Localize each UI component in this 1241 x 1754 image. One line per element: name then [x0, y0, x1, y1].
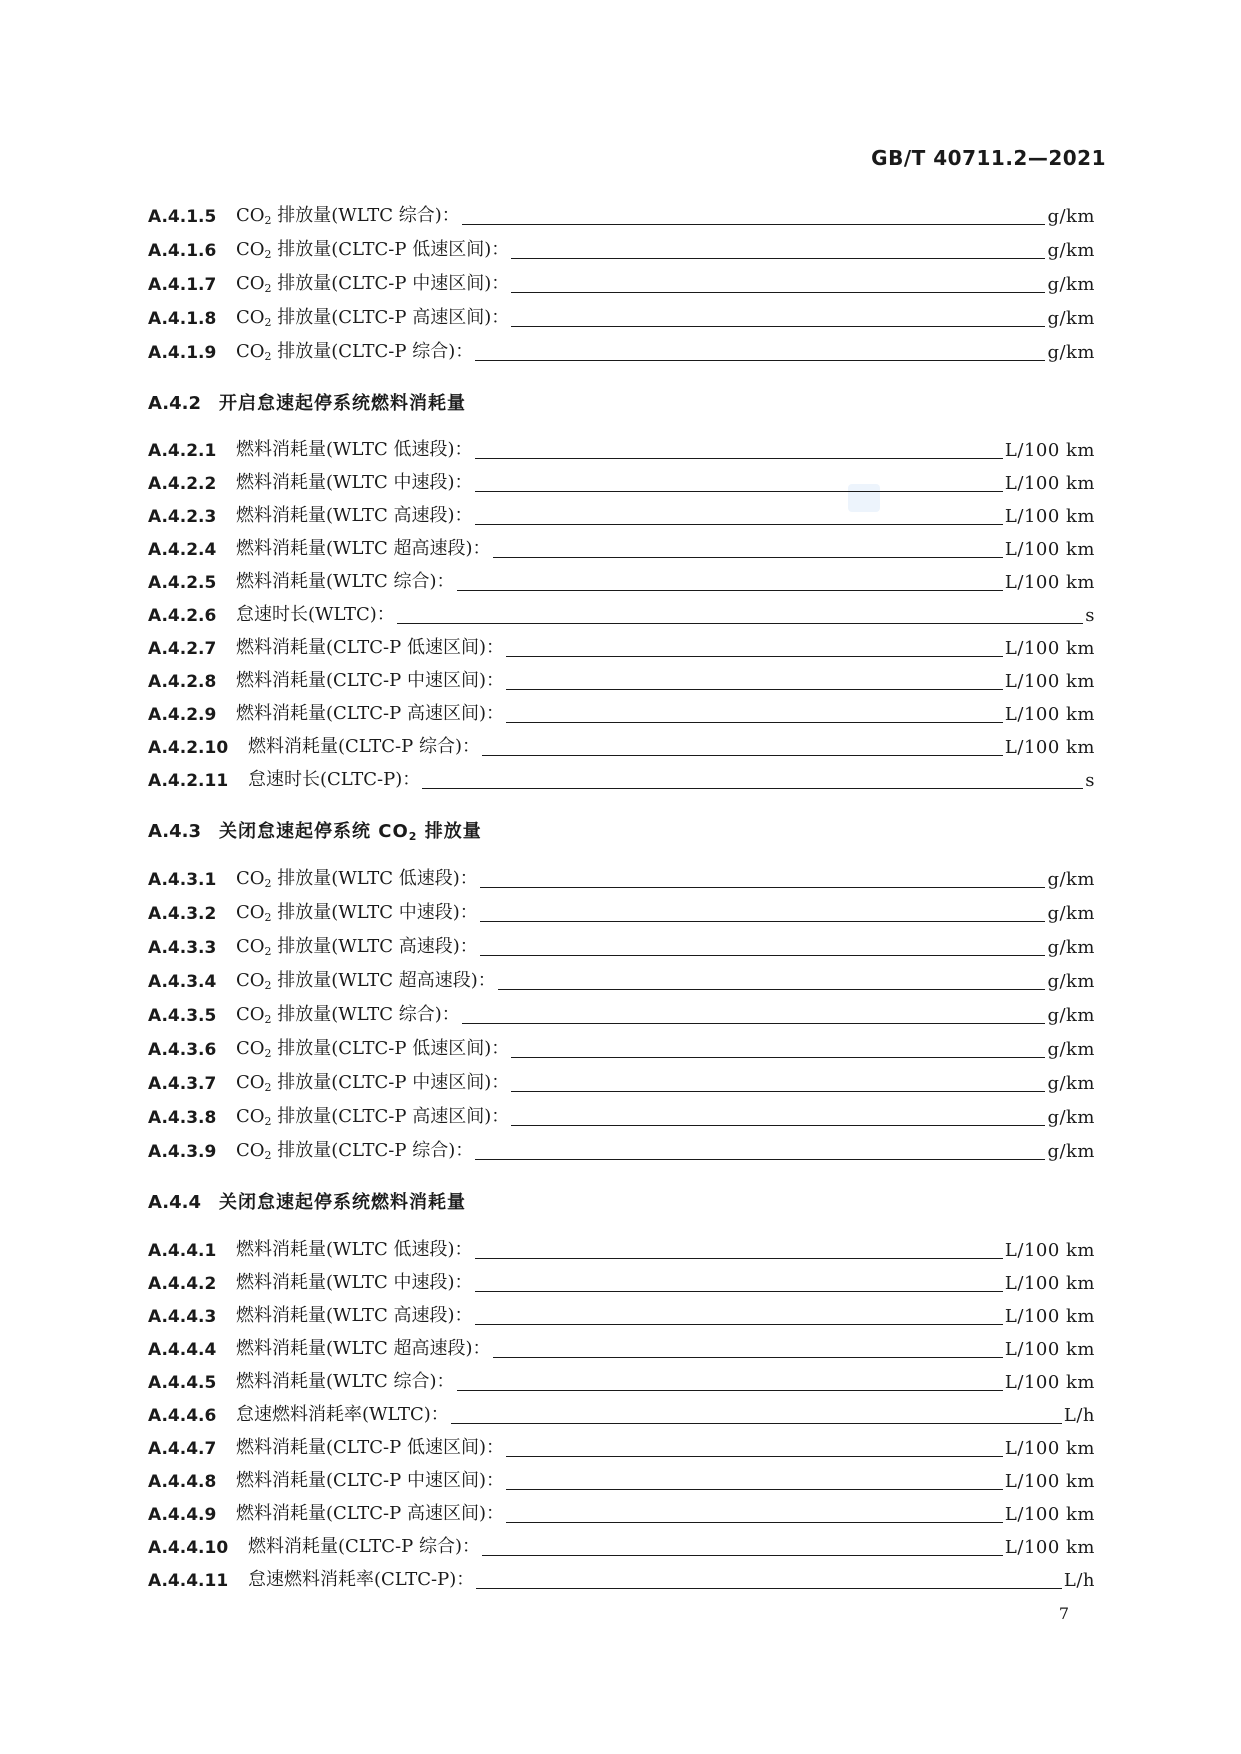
item-number: A.4.2.7 — [148, 639, 217, 659]
item-unit: L/100 km — [1004, 1537, 1095, 1558]
item-label: 怠速时长(CLTC-P)： — [248, 769, 421, 790]
item-label: $CO_2$ 排放量(CLTC-P 低速区间)： — [236, 1038, 510, 1060]
fill-in-line[interactable] — [511, 1056, 1045, 1058]
form-row — [148, 865, 1095, 893]
fill-in-line[interactable] — [493, 1356, 1003, 1358]
form-row — [148, 469, 1095, 497]
form-row — [148, 1434, 1095, 1462]
form-row — [148, 568, 1095, 596]
item-label: $CO_2$ 排放量(WLTC 中速段)： — [236, 902, 478, 924]
item-label: $CO_2$ 排放量(CLTC-P 综合)： — [236, 1140, 474, 1162]
item-unit: g/km — [1047, 1107, 1095, 1128]
item-unit: L/100 km — [1004, 1471, 1095, 1492]
item-label: $CO_2$ 排放量(CLTC-P 高速区间)： — [236, 1106, 510, 1128]
form-row — [148, 1236, 1095, 1264]
fill-in-line[interactable] — [506, 1488, 1003, 1490]
form-row — [148, 338, 1095, 366]
item-number: A.4.2.5 — [148, 573, 217, 593]
fill-in-line[interactable] — [422, 787, 1083, 789]
item-unit: L/100 km — [1004, 737, 1095, 758]
item-label: $CO_2$ 排放量(CLTC-P 综合)： — [236, 341, 474, 363]
item-label: 燃料消耗量(WLTC 超高速段)： — [236, 1338, 491, 1359]
item-number: A.4.2.8 — [148, 672, 217, 692]
fill-in-line[interactable] — [498, 988, 1046, 990]
fill-in-line[interactable] — [475, 1257, 1003, 1259]
fill-in-line[interactable] — [480, 886, 1046, 888]
item-label: $CO_2$ 排放量(WLTC 超高速段)： — [236, 970, 496, 992]
fill-in-line[interactable] — [506, 655, 1003, 657]
item-label: 燃料消耗量(CLTC-P 低速区间)： — [236, 1437, 504, 1458]
fill-in-line[interactable] — [493, 556, 1003, 558]
item-label: 燃料消耗量(WLTC 中速段)： — [236, 472, 473, 493]
form-row — [148, 202, 1095, 230]
section-title: 关闭怠速起停系统燃料消耗量 — [219, 1192, 466, 1213]
form-row — [148, 304, 1095, 332]
item-label: $CO_2$ 排放量(CLTC-P 中速区间)： — [236, 273, 510, 295]
item-label: $CO_2$ 排放量(WLTC 综合)： — [236, 205, 460, 227]
form-row — [148, 1103, 1095, 1131]
form-row — [148, 667, 1095, 695]
item-unit: g/km — [1047, 240, 1095, 261]
form-row — [148, 1335, 1095, 1363]
item-number: A.4.2.1 — [148, 441, 217, 461]
item-number: A.4.2.9 — [148, 705, 217, 725]
fill-in-line[interactable] — [482, 754, 1003, 756]
item-number: A.4.2.10 — [148, 738, 229, 758]
fill-in-line[interactable] — [506, 1521, 1003, 1523]
item-label: 燃料消耗量(WLTC 高速段)： — [236, 505, 473, 526]
standard-number: GB/T 40711.2—2021 — [871, 146, 1106, 170]
fill-in-line[interactable] — [511, 325, 1045, 327]
item-number: A.4.3.7 — [148, 1074, 217, 1094]
item-number: A.4.3.8 — [148, 1108, 217, 1128]
item-label: 燃料消耗量(WLTC 低速段)： — [236, 1239, 473, 1260]
item-number: A.4.1.5 — [148, 207, 217, 227]
form-row — [148, 502, 1095, 530]
item-number: A.4.3.3 — [148, 938, 217, 958]
item-unit: L/100 km — [1004, 473, 1095, 494]
item-label: 燃料消耗量(WLTC 低速段)： — [236, 439, 473, 460]
item-number: A.4.3.4 — [148, 972, 217, 992]
item-unit: L/100 km — [1004, 572, 1095, 593]
fill-in-line[interactable] — [475, 1323, 1003, 1325]
item-number: A.4.2.6 — [148, 606, 217, 626]
item-unit: L/100 km — [1004, 1339, 1095, 1360]
item-number: A.4.3.5 — [148, 1006, 217, 1026]
form-row — [148, 1368, 1095, 1396]
item-number: A.4.4.1 — [148, 1241, 217, 1261]
item-label: 燃料消耗量(CLTC-P 中速区间)： — [236, 670, 504, 691]
item-number: A.4.2.4 — [148, 540, 217, 560]
fill-in-line[interactable] — [511, 1090, 1045, 1092]
item-label: 燃料消耗量(WLTC 综合)： — [236, 571, 455, 592]
form-row — [148, 1566, 1095, 1594]
item-label: 燃料消耗量(WLTC 中速段)： — [236, 1272, 473, 1293]
fill-in-line[interactable] — [482, 1554, 1003, 1556]
item-number: A.4.1.6 — [148, 241, 217, 261]
fill-in-line[interactable] — [457, 589, 1003, 591]
item-label: 燃料消耗量(WLTC 超高速段)： — [236, 538, 491, 559]
form-row — [148, 634, 1095, 662]
item-unit: g/km — [1047, 342, 1095, 363]
section-number: A.4.4 — [148, 1192, 201, 1213]
fill-in-line[interactable] — [475, 359, 1045, 361]
fill-in-line[interactable] — [511, 291, 1045, 293]
item-number: A.4.4.6 — [148, 1406, 217, 1426]
form-row — [148, 436, 1095, 464]
item-number: A.4.3.2 — [148, 904, 217, 924]
item-number: A.4.3.1 — [148, 870, 217, 890]
fill-in-line[interactable] — [476, 1587, 1062, 1589]
page-number: 7 — [1058, 1604, 1069, 1623]
item-unit: L/100 km — [1004, 539, 1095, 560]
item-label: 燃料消耗量(CLTC-P 综合)： — [248, 1536, 480, 1557]
item-label: 燃料消耗量(CLTC-P 低速区间)： — [236, 637, 504, 658]
form-row — [148, 270, 1095, 298]
item-unit: g/km — [1047, 869, 1095, 890]
section-title: 关闭怠速起停系统 $CO_2$ 排放量 — [219, 821, 482, 843]
item-unit: L/100 km — [1004, 1306, 1095, 1327]
item-unit: s — [1085, 770, 1095, 791]
item-number: A.4.4.8 — [148, 1472, 217, 1492]
item-label: 燃料消耗量(WLTC 综合)： — [236, 1371, 455, 1392]
form-row — [148, 601, 1095, 629]
item-unit: L/100 km — [1004, 638, 1095, 659]
item-label: 燃料消耗量(CLTC-P 综合)： — [248, 736, 480, 757]
item-number: A.4.2.2 — [148, 474, 217, 494]
form-row — [148, 236, 1095, 264]
section-number: A.4.3 — [148, 821, 201, 842]
item-number: A.4.4.2 — [148, 1274, 217, 1294]
fill-in-line[interactable] — [511, 1124, 1045, 1126]
item-number: A.4.4.10 — [148, 1538, 229, 1558]
item-label: 怠速时长(WLTC)： — [236, 604, 395, 625]
item-number: A.4.1.9 — [148, 343, 217, 363]
form-row — [148, 1035, 1095, 1063]
fill-in-line[interactable] — [475, 490, 1003, 492]
item-label: $CO_2$ 排放量(WLTC 高速段)： — [236, 936, 478, 958]
item-unit: g/km — [1047, 1005, 1095, 1026]
form-row — [148, 1500, 1095, 1528]
item-unit: L/100 km — [1004, 1273, 1095, 1294]
fill-in-line[interactable] — [511, 257, 1045, 259]
item-unit: L/100 km — [1004, 671, 1095, 692]
item-label: 怠速燃料消耗率(WLTC)： — [236, 1404, 449, 1425]
item-unit: g/km — [1047, 971, 1095, 992]
fill-in-line[interactable] — [506, 688, 1003, 690]
item-unit: L/100 km — [1004, 1438, 1095, 1459]
item-unit: L/100 km — [1004, 704, 1095, 725]
section-heading-a42 — [148, 387, 466, 421]
item-label: $CO_2$ 排放量(WLTC 综合)： — [236, 1004, 460, 1026]
item-label: 燃料消耗量(WLTC 高速段)： — [236, 1305, 473, 1326]
item-number: A.4.4.3 — [148, 1307, 217, 1327]
form-row — [148, 1467, 1095, 1495]
fill-in-line[interactable] — [480, 920, 1046, 922]
form-row — [148, 967, 1095, 995]
item-label: 燃料消耗量(CLTC-P 中速区间)： — [236, 1470, 504, 1491]
item-unit: g/km — [1047, 308, 1095, 329]
item-unit: g/km — [1047, 274, 1095, 295]
form-row — [148, 1069, 1095, 1097]
form-row — [148, 933, 1095, 961]
form-row — [148, 535, 1095, 563]
item-number: A.4.1.7 — [148, 275, 217, 295]
section-number: A.4.2 — [148, 393, 201, 414]
form-row — [148, 1533, 1095, 1561]
form-row — [148, 899, 1095, 927]
item-unit: L/100 km — [1004, 1504, 1095, 1525]
fill-in-line[interactable] — [457, 1389, 1003, 1391]
item-unit: g/km — [1047, 1073, 1095, 1094]
item-unit: g/km — [1047, 1039, 1095, 1060]
item-number: A.4.4.4 — [148, 1340, 217, 1360]
fill-in-line[interactable] — [475, 1290, 1003, 1292]
item-number: A.4.3.9 — [148, 1142, 217, 1162]
fill-in-line[interactable] — [462, 223, 1046, 225]
item-unit: L/100 km — [1004, 1372, 1095, 1393]
item-unit: g/km — [1047, 937, 1095, 958]
form-row — [148, 1269, 1095, 1297]
fill-in-line[interactable] — [451, 1422, 1062, 1424]
section-heading-a43 — [148, 815, 482, 849]
fill-in-line[interactable] — [475, 457, 1003, 459]
fill-in-line[interactable] — [480, 954, 1046, 956]
item-label: 怠速燃料消耗率(CLTC-P)： — [248, 1569, 475, 1590]
form-row — [148, 1401, 1095, 1429]
form-row — [148, 766, 1095, 794]
item-number: A.4.4.11 — [148, 1571, 229, 1591]
item-label: $CO_2$ 排放量(CLTC-P 低速区间)： — [236, 239, 510, 261]
fill-in-line[interactable] — [397, 622, 1083, 624]
item-label: $CO_2$ 排放量(CLTC-P 高速区间)： — [236, 307, 510, 329]
section-heading-a44 — [148, 1186, 466, 1220]
item-number: A.4.3.6 — [148, 1040, 217, 1060]
item-label: $CO_2$ 排放量(WLTC 低速段)： — [236, 868, 478, 890]
item-unit: L/h — [1063, 1570, 1095, 1591]
item-unit: L/100 km — [1004, 440, 1095, 461]
item-number: A.4.4.9 — [148, 1505, 217, 1525]
item-unit: L/100 km — [1004, 1240, 1095, 1261]
item-number: A.4.4.7 — [148, 1439, 217, 1459]
fill-in-line[interactable] — [506, 721, 1003, 723]
item-unit: L/h — [1063, 1405, 1095, 1426]
item-label: 燃料消耗量(CLTC-P 高速区间)： — [236, 1503, 504, 1524]
form-row — [148, 733, 1095, 761]
item-number: A.4.4.5 — [148, 1373, 217, 1393]
item-label: $CO_2$ 排放量(CLTC-P 中速区间)： — [236, 1072, 510, 1094]
item-label: 燃料消耗量(CLTC-P 高速区间)： — [236, 703, 504, 724]
item-unit: g/km — [1047, 903, 1095, 924]
fill-in-line[interactable] — [462, 1022, 1046, 1024]
fill-in-line[interactable] — [506, 1455, 1003, 1457]
form-row — [148, 1302, 1095, 1330]
item-unit: L/100 km — [1004, 506, 1095, 527]
item-unit: s — [1085, 605, 1095, 626]
section-title: 开启怠速起停系统燃料消耗量 — [219, 393, 466, 414]
form-row — [148, 700, 1095, 728]
item-unit: g/km — [1047, 1141, 1095, 1162]
fill-in-line[interactable] — [475, 1158, 1045, 1160]
fill-in-line[interactable] — [475, 523, 1003, 525]
item-number: A.4.2.11 — [148, 771, 229, 791]
item-number: A.4.1.8 — [148, 309, 217, 329]
form-row — [148, 1137, 1095, 1165]
form-row — [148, 1001, 1095, 1029]
item-unit: g/km — [1047, 206, 1095, 227]
item-number: A.4.2.3 — [148, 507, 217, 527]
